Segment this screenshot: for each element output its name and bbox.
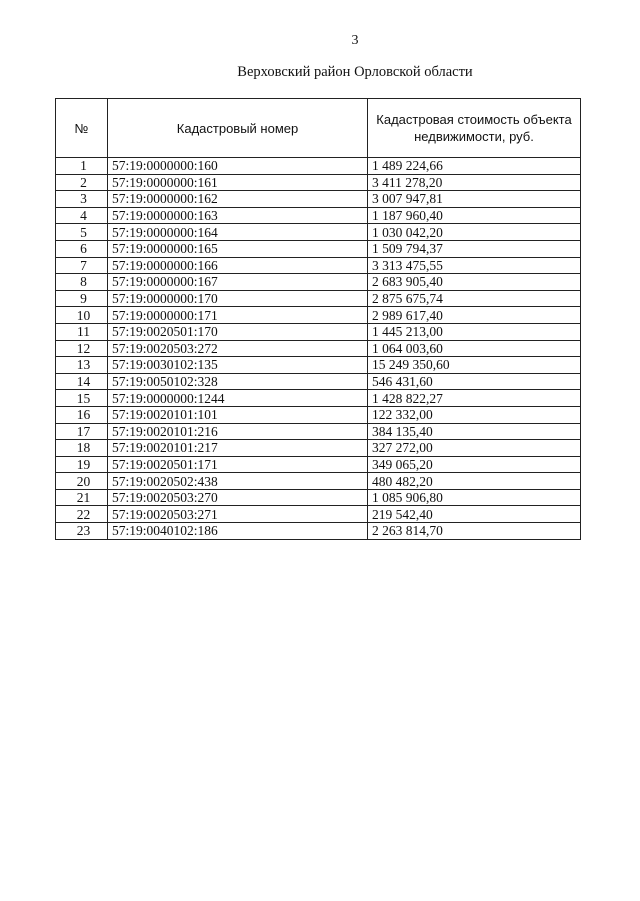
cadastral-number-cell: 57:19:0020501:170 [108,323,368,340]
cadastral-value-cell: 349 065,20 [368,456,581,473]
cadastral-number-cell: 57:19:0020503:271 [108,506,368,523]
cadastral-number-cell: 57:19:0000000:170 [108,290,368,307]
table-row [56,390,581,407]
table-row [56,523,581,540]
row-number-cell: 4 [56,207,108,224]
row-number-cell: 20 [56,473,108,490]
cadastral-value-cell: 1 064 003,60 [368,340,581,357]
cadastral-number-cell: 57:19:0000000:162 [108,191,368,208]
row-number-cell: 18 [56,440,108,457]
cadastral-number-cell: 57:19:0020502:438 [108,473,368,490]
row-number-cell: 23 [56,523,108,540]
table-row [56,191,581,208]
cadastral-number-cell: 57:19:0000000:1244 [108,390,368,407]
row-number-cell: 14 [56,373,108,390]
row-number-cell: 22 [56,506,108,523]
row-number-cell: 1 [56,158,108,175]
table-row [56,506,581,523]
table-row [56,257,581,274]
row-number-cell: 11 [56,323,108,340]
table-row [56,423,581,440]
cadastral-number-cell: 57:19:0020501:171 [108,456,368,473]
cadastral-value-cell: 327 272,00 [368,440,581,457]
cadastral-value-cell: 384 135,40 [368,423,581,440]
cadastral-value-cell: 1 445 213,00 [368,323,581,340]
cadastral-value-cell: 1 085 906,80 [368,489,581,506]
table-row [56,440,581,457]
cadastral-number-cell: 57:19:0000000:167 [108,274,368,291]
row-number-cell: 7 [56,257,108,274]
table-row [56,473,581,490]
cadastral-value-cell: 3 007 947,81 [368,191,581,208]
cadastral-value-cell: 3 313 475,55 [368,257,581,274]
cadastral-value-cell: 2 683 905,40 [368,274,581,291]
cadastral-value-cell: 480 482,20 [368,473,581,490]
cadastral-number-cell: 57:19:0000000:166 [108,257,368,274]
row-number-cell: 17 [56,423,108,440]
cadastral-number-cell: 57:19:0040102:186 [108,523,368,540]
row-number-cell: 13 [56,357,108,374]
table-header [56,99,581,158]
row-number-cell: 15 [56,390,108,407]
cadastral-number-cell: 57:19:0000000:165 [108,240,368,257]
column-header-cadastral-number: Кадастровый номер [108,99,368,158]
row-number-cell: 6 [56,240,108,257]
table-row [56,456,581,473]
cadastral-number-cell: 57:19:0000000:163 [108,207,368,224]
cadastral-value-cell: 1 030 042,20 [368,224,581,241]
table-row [56,224,581,241]
table-row [56,373,581,390]
table-row [56,207,581,224]
table-row [56,174,581,191]
row-number-cell: 16 [56,406,108,423]
row-number-cell: 9 [56,290,108,307]
cadastral-value-cell: 1 428 822,27 [368,390,581,407]
table-row [56,290,581,307]
cadastral-number-cell: 57:19:0020503:270 [108,489,368,506]
document-title: Верховский район Орловской области [237,64,473,80]
cadastral-number-cell: 57:19:0000000:164 [108,224,368,241]
cadastral-number-cell: 57:19:0000000:171 [108,307,368,324]
cadastral-value-table [55,98,581,540]
row-number-cell: 10 [56,307,108,324]
cadastral-value-cell: 219 542,40 [368,506,581,523]
cadastral-value-cell: 2 263 814,70 [368,523,581,540]
row-number-cell: 19 [56,456,108,473]
cadastral-number-cell: 57:19:0050102:328 [108,373,368,390]
row-number-cell: 3 [56,191,108,208]
cadastral-value-cell: 122 332,00 [368,406,581,423]
cadastral-number-cell: 57:19:0020101:217 [108,440,368,457]
cadastral-value-cell: 15 249 350,60 [368,357,581,374]
table-row [56,307,581,324]
cadastral-number-cell: 57:19:0020101:101 [108,406,368,423]
cadastral-number-cell: 57:19:0030102:135 [108,357,368,374]
table-row [56,406,581,423]
cadastral-value-cell: 2 875 675,74 [368,290,581,307]
cadastral-value-cell: 1 509 794,37 [368,240,581,257]
row-number-cell: 2 [56,174,108,191]
cadastral-number-cell: 57:19:0020503:272 [108,340,368,357]
table-row [56,240,581,257]
column-header-cadastral-value: Кадастровая стоимость объекта недвижимости, руб. [368,99,581,158]
cadastral-number-cell: 57:19:0000000:161 [108,174,368,191]
cadastral-number-cell: 57:19:0000000:160 [108,158,368,175]
cadastral-value-cell: 1 187 960,40 [368,207,581,224]
row-number-cell: 8 [56,274,108,291]
table-row [56,357,581,374]
table-header-row [56,99,581,158]
table-row [56,323,581,340]
table-row [56,158,581,175]
table-row [56,340,581,357]
cadastral-value-cell: 546 431,60 [368,373,581,390]
row-number-cell: 5 [56,224,108,241]
cadastral-number-cell: 57:19:0020101:216 [108,423,368,440]
page-number: 3 [351,33,359,48]
column-header-number: № [56,99,108,158]
cadastral-value-cell: 2 989 617,40 [368,307,581,324]
row-number-cell: 21 [56,489,108,506]
row-number-cell: 12 [56,340,108,357]
cadastral-value-cell: 3 411 278,20 [368,174,581,191]
cadastral-value-cell: 1 489 224,66 [368,158,581,175]
table-body [56,158,581,540]
table-row [56,489,581,506]
table-row [56,274,581,291]
